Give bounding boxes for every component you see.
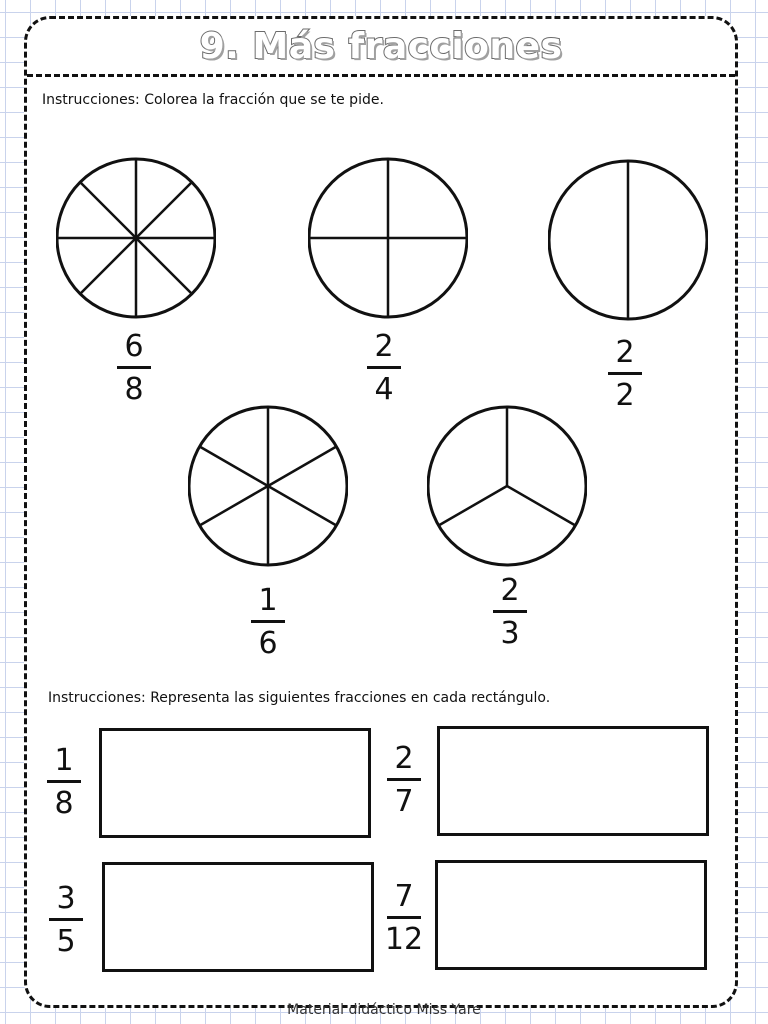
circle-thirds[interactable] [427, 404, 587, 568]
denominator: 5 [56, 924, 76, 959]
denominator: 7 [394, 784, 414, 819]
circle-halves[interactable] [548, 158, 708, 322]
circle-graphic [548, 158, 708, 322]
fraction-rect-3 [36, 882, 96, 959]
denominator: 8 [124, 372, 144, 407]
fraction-bar [49, 918, 83, 921]
answer-rectangle-2[interactable] [437, 726, 709, 836]
fraction-bar [367, 366, 401, 369]
circle-graphic [56, 156, 216, 320]
fraction-rect-4 [374, 880, 434, 957]
page-title: 9. Más fracciones [199, 26, 563, 67]
circle-quarters[interactable] [308, 156, 468, 320]
numerator: 2 [394, 741, 414, 776]
denominator: 6 [258, 626, 278, 661]
denominator: 4 [374, 372, 394, 407]
numerator: 6 [124, 329, 144, 364]
fraction-bar [387, 916, 421, 919]
answer-rectangle-4[interactable] [435, 860, 707, 970]
numerator: 2 [374, 329, 394, 364]
fraction-circle-5 [480, 574, 540, 651]
fraction-circle-4 [238, 584, 298, 661]
circle-sixths[interactable] [188, 404, 348, 568]
fraction-circle-2 [354, 330, 414, 407]
circle-graphic [188, 404, 348, 568]
title-bar [27, 19, 735, 77]
fraction-bar [251, 620, 285, 623]
numerator: 2 [500, 573, 520, 608]
instructions-represent: Instrucciones: Representa las siguientes fracciones en cada rectángulo. [48, 690, 551, 706]
numerator: 3 [56, 881, 76, 916]
instructions-color: Instrucciones: Colorea la fracción que se te pide. [42, 92, 384, 108]
fraction-circle-3 [595, 336, 655, 413]
fraction-bar [493, 610, 527, 613]
footer-credit: Material didáctico Miss Yare [287, 1002, 481, 1018]
denominator: 3 [500, 616, 520, 651]
circle-graphic [427, 404, 587, 568]
answer-rectangle-3[interactable] [102, 862, 374, 972]
fraction-bar [117, 366, 151, 369]
circle-graphic [308, 156, 468, 320]
numerator: 1 [54, 743, 74, 778]
answer-rectangle-1[interactable] [99, 728, 371, 838]
fraction-bar [387, 778, 421, 781]
fraction-rect-2 [374, 742, 434, 819]
denominator: 8 [54, 786, 74, 821]
numerator: 2 [615, 335, 635, 370]
denominator: 2 [615, 378, 635, 413]
numerator: 7 [394, 879, 414, 914]
fraction-circle-1 [104, 330, 164, 407]
numerator: 1 [258, 583, 278, 618]
circle-eighths[interactable] [56, 156, 216, 320]
fraction-rect-1 [34, 744, 94, 821]
fraction-bar [47, 780, 81, 783]
fraction-bar [608, 372, 642, 375]
denominator: 12 [384, 922, 424, 957]
